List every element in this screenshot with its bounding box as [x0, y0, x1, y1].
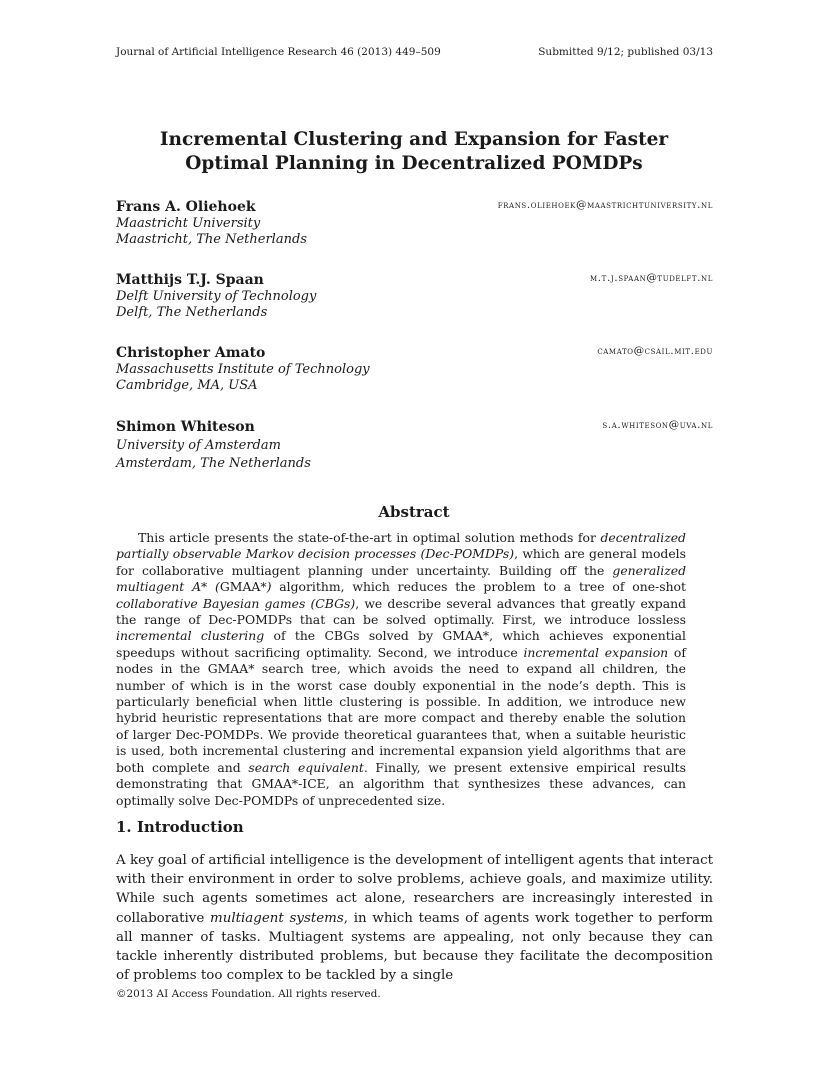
author-name: Frans A. Oliehoek	[116, 199, 256, 215]
author-affiliation: Massachusetts Institute of Technology	[116, 362, 370, 377]
title-line-1: Incremental Clustering and Expansion for Faster	[159, 129, 669, 150]
author-block	[116, 418, 713, 472]
author-email[interactable]: frans.oliehoek@maastrichtuniversity.nl	[497, 199, 713, 211]
text-run: . Finally, we present extensive empirical results demonstrating that GMAA*-ICE, an algorithm that synthesizes these advances, can optimally solve Dec-POMDPs of unprecedented size.	[116, 759, 687, 808]
author-location: Amsterdam, The Netherlands	[116, 456, 311, 471]
introduction-paragraph	[116, 851, 713, 985]
emphasized-text: decentralized partially observable Markov decision processes (Dec-POMDPs)	[116, 530, 686, 562]
author-block	[116, 271, 713, 321]
author-email[interactable]: s.a.whiteson@uva.nl	[602, 419, 713, 431]
emphasized-text: )	[266, 579, 272, 595]
abstract-body	[116, 530, 686, 809]
emphasized-text: multiagent systems	[210, 910, 344, 926]
emphasized-text: search equivalent	[248, 759, 364, 775]
author-affiliation: University of Amsterdam	[116, 438, 281, 453]
author-name: Matthijs T.J. Spaan	[116, 272, 264, 288]
text-run: GMAA*	[219, 579, 267, 595]
journal-header: Journal of Artificial Intelligence Research 46 (2013) 449–509	[116, 46, 441, 58]
text-run: A key goal of artificial intelligence is the development of intelligent agents that interact with their environment in order to solve problems, achieve goals, and maximize utility. While such agents sometimes act alone, researchers are increasingly interested in collaborative	[116, 853, 713, 926]
author-email[interactable]: m.t.j.spaan@tudelft.nl	[589, 272, 713, 284]
abstract-paragraph	[116, 530, 686, 809]
text-run: , we describe several advances that greatly expand the range of Dec-POMDPs that can be solved optimally. First, we introduce lossless	[116, 595, 686, 628]
author-block	[116, 344, 713, 394]
submission-dates: Submitted 9/12; published 03/13	[538, 46, 713, 58]
text-run: This article presents the state-of-the-art in optimal solution methods for	[138, 530, 601, 545]
emphasized-text: incremental expansion	[523, 644, 669, 660]
text-run: of the CBGs solved by GMAA*, which achieves exponential speedups without sacrificing optimality. Second, we introduce	[116, 628, 686, 660]
author-affiliation: Maastricht University	[116, 216, 261, 231]
section-heading: 1. Introduction	[116, 818, 244, 836]
text-run: of nodes in the GMAA* search tree, which avoids the need to expand all children, the number of which is in the worst case doubly exponential in the node’s depth. This is particularly beneficial when little clustering is possible. In addition, we introduce new hybrid heuristic representations that are more compact and thereby enable the solution of larger Dec-POMDPs. We provide theoretical guarantees that, when a suitable heuristic is used, both incremental clustering and incremental expansion yield algorithms that are both complete and	[116, 644, 686, 775]
author-location: Maastricht, The Netherlands	[116, 232, 307, 247]
abstract-heading: Abstract	[378, 503, 450, 521]
author-location: Cambridge, MA, USA	[116, 378, 258, 393]
emphasized-text: incremental clustering	[116, 628, 265, 644]
author-name: Shimon Whiteson	[116, 419, 255, 435]
text-run: , in which teams of agents work together to perform all manner of tasks. Multiagent systems are appealing, not only because they can tackle inherently distributed problems, but because they facilitate the decomposition of problems too complex to be tackled by a single	[116, 910, 714, 984]
emphasized-text: generalized multiagent A* (	[116, 562, 686, 595]
text-run: , which are general models for collaborative multiagent planning under uncertainty. Building off the	[116, 546, 686, 578]
text-run: algorithm, which reduces the problem to a tree of one-shot	[271, 579, 686, 595]
paper-title	[0, 128, 828, 176]
author-location: Delft, The Netherlands	[116, 305, 268, 320]
emphasized-text: collaborative Bayesian games (CBGs)	[116, 595, 356, 611]
author-affiliation: Delft University of Technology	[116, 289, 317, 304]
author-block	[116, 198, 713, 248]
copyright-footer: ©2013 AI Access Foundation. All rights reserved.	[116, 988, 381, 1000]
author-email[interactable]: camato@csail.mit.edu	[597, 345, 713, 357]
title-line-2: Optimal Planning in Decentralized POMDPs	[185, 153, 643, 174]
author-name: Christopher Amato	[116, 345, 266, 361]
introduction-body	[116, 851, 713, 985]
